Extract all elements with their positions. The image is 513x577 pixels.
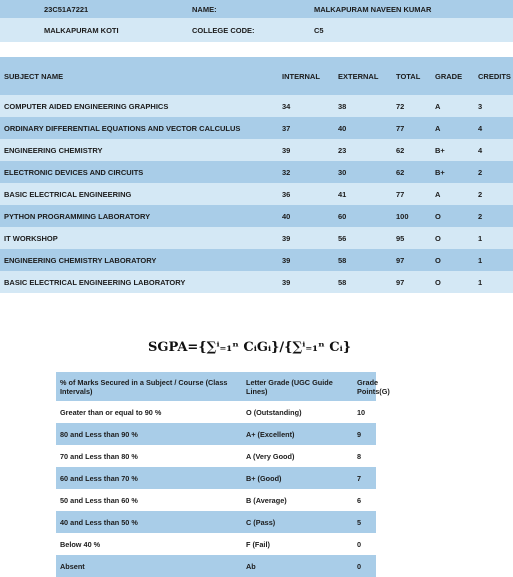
internal-marks: 39 xyxy=(282,146,291,155)
credits: 2 xyxy=(478,190,483,199)
table-row xyxy=(0,249,513,271)
total-marks: 77 xyxy=(396,190,405,199)
subject-name: ENGINEERING CHEMISTRY xyxy=(4,146,103,155)
col-external: EXTERNAL xyxy=(338,72,379,81)
col-total: TOTAL xyxy=(396,72,421,81)
col-letter-grade: Letter Grade (UGC Guide Lines) xyxy=(246,378,333,396)
external-marks: 60 xyxy=(338,212,347,221)
grade: A xyxy=(435,124,441,133)
grade: O xyxy=(435,234,441,243)
letter-grade: A (Very Good) xyxy=(246,452,295,461)
grade-points: 5 xyxy=(357,518,362,527)
table-row xyxy=(0,205,513,227)
col-grade: GRADE xyxy=(435,72,463,81)
marks-range: 50 and Less than 60 % xyxy=(60,496,138,505)
col-internal: INTERNAL xyxy=(282,72,320,81)
grade: O xyxy=(435,256,441,265)
letter-grade: Ab xyxy=(246,562,256,571)
external-marks: 56 xyxy=(338,234,347,243)
subject-name: PYTHON PROGRAMMING LABORATORY xyxy=(4,212,151,221)
results-header-row xyxy=(0,57,513,95)
total-marks: 62 xyxy=(396,168,405,177)
letter-grade: A+ (Excellent) xyxy=(246,430,295,439)
table-row xyxy=(0,161,513,183)
grade: A xyxy=(435,102,441,111)
student-info-row-1 xyxy=(0,0,513,18)
letter-grade: F (Fail) xyxy=(246,540,270,549)
marks-range: Absent xyxy=(60,562,85,571)
marks-range: 70 and Less than 80 % xyxy=(60,452,138,461)
table-row xyxy=(56,423,376,445)
total-marks: 95 xyxy=(396,234,405,243)
credits: 3 xyxy=(478,102,483,111)
grade: B+ xyxy=(435,168,445,177)
external-marks: 58 xyxy=(338,256,347,265)
marks-range: Greater than or equal to 90 % xyxy=(60,408,162,417)
subject-name: BASIC ELECTRICAL ENGINEERING xyxy=(4,190,132,199)
credits: 1 xyxy=(478,278,483,287)
external-marks: 58 xyxy=(338,278,347,287)
grade-points: 0 xyxy=(357,562,362,571)
student-name: MALKAPURAM NAVEEN KUMAR xyxy=(314,5,432,14)
letter-grade: B+ (Good) xyxy=(246,474,282,483)
letter-grade: B (Average) xyxy=(246,496,287,505)
table-row xyxy=(56,467,376,489)
grade: A xyxy=(435,190,441,199)
external-marks: 40 xyxy=(338,124,347,133)
grade: O xyxy=(435,278,441,287)
sgpa-formula: SGPA={∑ⁱ₌₁ⁿ CᵢGᵢ}/{∑ⁱ₌₁ⁿ Cᵢ} xyxy=(148,340,352,355)
col-credits: CREDITS xyxy=(478,72,511,81)
grade-points: 9 xyxy=(357,430,362,439)
grade: O xyxy=(435,212,441,221)
table-row xyxy=(56,533,376,555)
table-row xyxy=(56,555,376,577)
grade-points: 8 xyxy=(357,452,362,461)
name-label: NAME: xyxy=(192,5,217,14)
external-marks: 38 xyxy=(338,102,347,111)
internal-marks: 32 xyxy=(282,168,291,177)
table-row xyxy=(0,139,513,161)
subject-name: COMPUTER AIDED ENGINEERING GRAPHICS xyxy=(4,102,169,111)
external-marks: 30 xyxy=(338,168,347,177)
marks-range: Below 40 % xyxy=(60,540,101,549)
subject-name: ENGINEERING CHEMISTRY LABORATORY xyxy=(4,256,157,265)
grade: B+ xyxy=(435,146,445,155)
external-marks: 23 xyxy=(338,146,347,155)
grade-points: 0 xyxy=(357,540,362,549)
table-row xyxy=(56,445,376,467)
internal-marks: 39 xyxy=(282,256,291,265)
internal-marks: 39 xyxy=(282,278,291,287)
total-marks: 62 xyxy=(396,146,405,155)
marks-range: 60 and Less than 70 % xyxy=(60,474,138,483)
internal-marks: 37 xyxy=(282,124,291,133)
internal-marks: 36 xyxy=(282,190,291,199)
grade-points: 10 xyxy=(357,408,366,417)
college-code-label: COLLEGE CODE: xyxy=(192,26,255,35)
credits: 2 xyxy=(478,212,483,221)
table-row xyxy=(56,401,376,423)
table-row xyxy=(0,183,513,205)
credits: 1 xyxy=(478,234,483,243)
external-marks: 41 xyxy=(338,190,347,199)
col-subject-name: SUBJECT NAME xyxy=(4,72,64,81)
total-marks: 100 xyxy=(396,212,409,221)
credits: 2 xyxy=(478,168,483,177)
letter-grade: O (Outstanding) xyxy=(246,408,302,417)
subject-name: ELECTRONIC DEVICES AND CIRCUITS xyxy=(4,168,144,177)
credits: 4 xyxy=(478,146,483,155)
total-marks: 97 xyxy=(396,278,405,287)
table-row xyxy=(0,227,513,249)
internal-marks: 39 xyxy=(282,234,291,243)
subject-name: BASIC ELECTRICAL ENGINEERING LABORATORY xyxy=(4,278,186,287)
marks-range: 40 and Less than 50 % xyxy=(60,518,138,527)
table-row xyxy=(56,489,376,511)
grade-points: 7 xyxy=(357,474,362,483)
total-marks: 77 xyxy=(396,124,405,133)
total-marks: 72 xyxy=(396,102,405,111)
col-marks-range: % of Marks Secured in a Subject / Course (Class Intervals) xyxy=(60,378,228,396)
col-grade-points: Grade Points(G) xyxy=(357,378,390,396)
internal-marks: 40 xyxy=(282,212,291,221)
roll-number: 23C51A7221 xyxy=(44,5,89,14)
table-row xyxy=(0,117,513,139)
credits: 4 xyxy=(478,124,483,133)
internal-marks: 34 xyxy=(282,102,291,111)
marks-range: 80 and Less than 90 % xyxy=(60,430,138,439)
table-row xyxy=(0,95,513,117)
total-marks: 97 xyxy=(396,256,405,265)
subject-name: IT WORKSHOP xyxy=(4,234,58,243)
letter-grade: C (Pass) xyxy=(246,518,276,527)
grading-header-row xyxy=(56,372,390,401)
college-name: MALKAPURAM KOTI xyxy=(44,26,119,35)
grade-points: 6 xyxy=(357,496,362,505)
credits: 1 xyxy=(478,256,483,265)
student-info-row-2 xyxy=(0,18,513,42)
table-row xyxy=(56,511,376,533)
subject-name: ORDINARY DIFFERENTIAL EQUATIONS AND VECTOR CALCULUS xyxy=(4,124,241,133)
table-row xyxy=(0,271,513,293)
college-code: C5 xyxy=(314,26,324,35)
